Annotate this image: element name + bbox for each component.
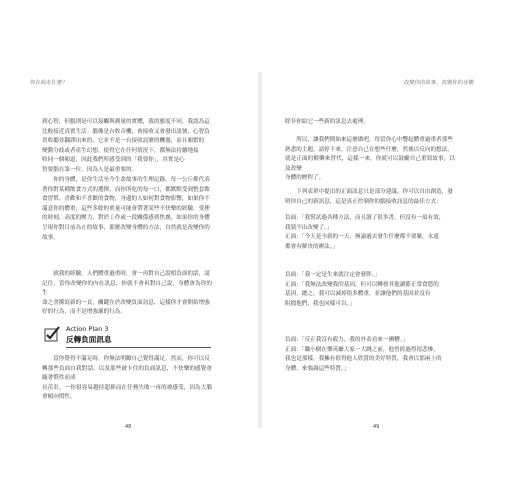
negative-text: 「我一定是生來就注定會發胖。」 [301, 272, 381, 278]
left-paragraph-2: 你的身體，是你生活至今生命故事的生理記錄，每一公斤都代表 著你對某種飲食方式的選擇，而你所吃的每一口，都默默受到整套飲 食習慣、喜歡和不喜歡的食物，身邊的人如何對食物影響，如果你不 滿意你的體重，這些多餘的重量可能會帶著某些不快樂的經驗，受挫 的時刻、高度的壓力、對於工作或一段關係感到焦慮，如果你的身體 呈現你對目前為止的故事，那麼改變身體的方法，自然就是改變你的 故事。 [42, 177, 210, 241]
positive-label: 正面： [285, 346, 302, 353]
positive-text: 「職小樹在樂英廳大家一大跳之前，他曾經過得很悲慘， 我也是那樣，我擁有值得他人欣賞的美好特質，我會以那兩上的 身體，來強調這些特質。」 [285, 346, 442, 372]
dialog-block-2 [285, 271, 460, 309]
action-plan-heading [44, 322, 214, 352]
action-plan-underline [66, 347, 211, 348]
left-paragraph-3-visible: 就我的經驗，人們體重過重時，會一再對自己說相負面的話，請 記住，當你改變你的內在訊息，你就不會再對自己說，身體會為你的生 命之書撰寫新的一頁，關鍵在於改變負面訊息，這樣你才會開始增強 好的行為，而不是增強壞的行為。 [42, 271, 212, 316]
left-running-header: 你在渴求什麼？ [30, 80, 68, 86]
negative-label: 負面： [285, 337, 302, 343]
positive-text: 「今天是全新的一天，無論過去發生什麼都不要緊，永遠 都會有解決的辦法。」 [285, 234, 439, 250]
left-paragraph-1: 到心智，但腦則是可以接觸與測量的實體，我的態度不同，我認為這 比較接近真實生活：腦像是台收音機，會接收又會發出訊號，心智負 責收聽並翻譯出來的，它並不是一台接收訊號的機器，而且頻繁的 變動分歧或者產生幻想，使得它在任何情況下，都無法持續地接 收同一個頻道，因此我們所感受到的「我要你」，其實是心 智要腦在第一位，因為人是最重要的。 [42, 119, 210, 173]
positive-text: 「我無法改變我的基因，但可以轉發其他調節正常食慾的 基因，總之，我可以減掉很多體重，並讓他們的基因並沒有 阻擋他們，我也同樣可以。」 [285, 281, 439, 307]
right-paragraph-3: 下列表單中提出的正面訊息只是部分建議，你可以自由創造，發 明你自己的新訊息，這是真正控制你的腦接收訊息的最佳方式： [285, 189, 453, 205]
negative-label: 負面： [285, 215, 302, 221]
negative-text: 「我嘗試過各種方法，而且讀了很多書，但沒有一項有效， 我猜不出改變了。」 [285, 215, 445, 231]
negative-text: 「反正我沒有毅力，我的外表看來一團糟。」 [301, 337, 409, 343]
negative-label: 負面： [285, 272, 302, 278]
page-gutter [258, 72, 262, 428]
action-plan-label: Action Plan 3 [66, 325, 109, 333]
left-page-number: 48 [125, 424, 132, 430]
right-running-header: 改變你的故事，改變你的身體 [403, 80, 474, 86]
right-paragraph-2: 所以，讓我們開始來這麼做吧，每當你心中響起體重過重者那些 熟悉的主題，請停下來，注意自己在想些什麼，然後以反向的想法， 就是正面的解藥來替代，這樣一來，你就可以鼓勵自己重寫故事，以及改變 身體的歷程了。 [285, 137, 455, 182]
dialog-block-3 [285, 336, 460, 374]
dialog-block-1 [285, 214, 460, 252]
positive-label: 正面： [285, 234, 302, 241]
action-plan-title: 反轉負面訊息 [66, 335, 112, 344]
right-page-number: 49 [373, 424, 380, 430]
left-paragraph-4: 當你覺得不滿足時，你無法明瞭自己覺得滿足，然而，你可以反 轉那些負面自我對話，以及那些被卡住的負面訊息，不快樂的感覺會隨著慣性而成 長茁壯，一你很容易越持超抑而在任務失敗一再的被感受，因為大腦會傾向慣性， [42, 356, 212, 401]
checkbox-icon [44, 326, 60, 342]
positive-label: 正面： [285, 281, 302, 288]
right-paragraph-1: 除非你給它一些新的訊息去處理。 [285, 119, 369, 125]
